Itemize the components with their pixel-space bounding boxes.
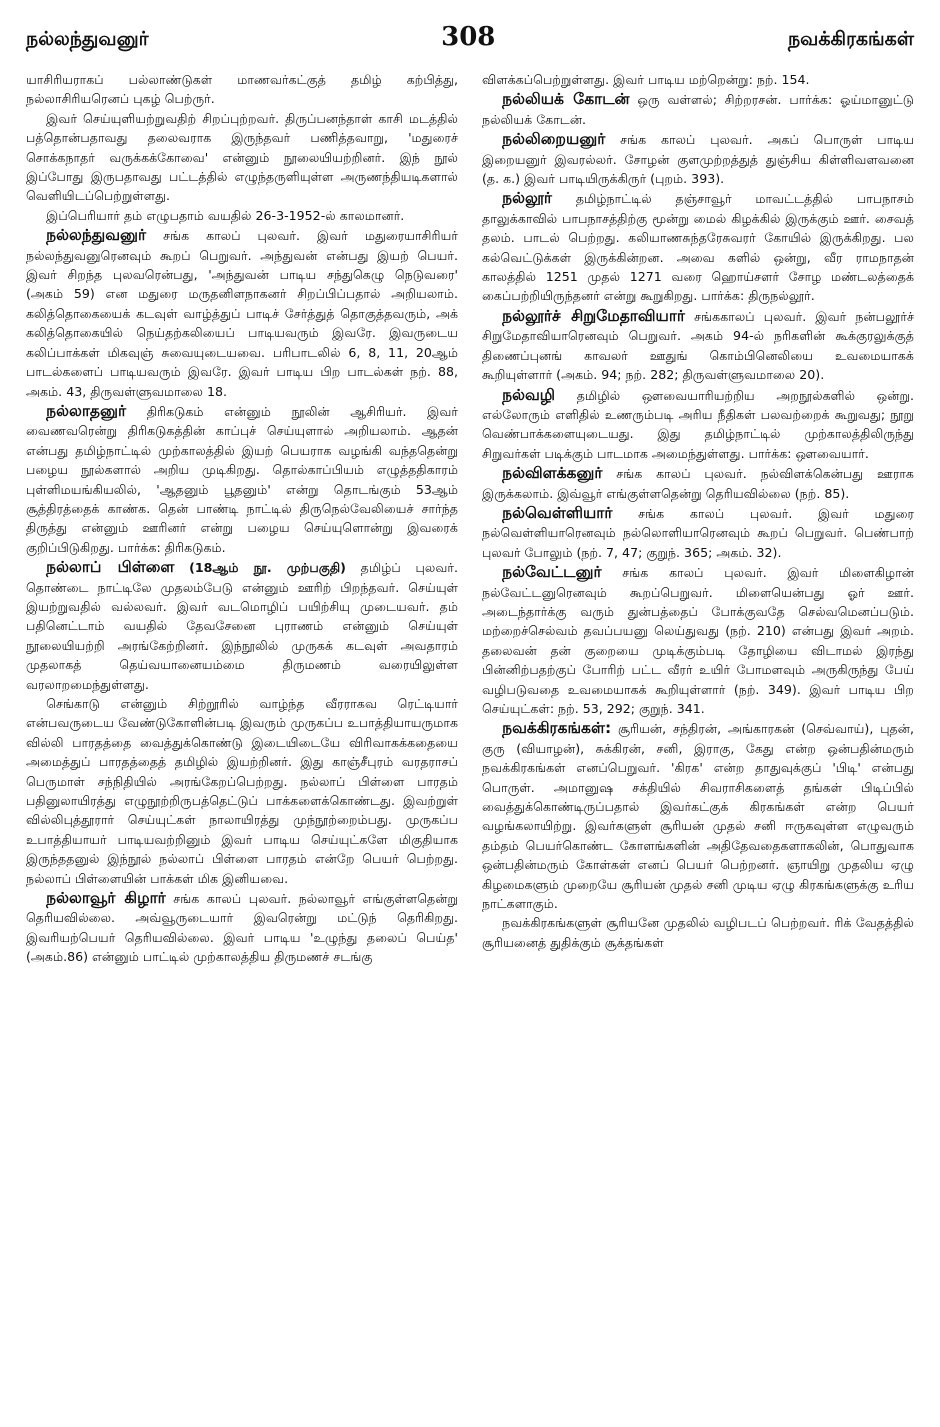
entry-paragraph: [482, 464, 914, 503]
entry-text: சங்க காலப் புலவர். இவர் மதுரை நல்வெள்ளியாரெனவும் நல்லொளியாரெனவும் கூறப் பெறுவர். பெண்பாற் புலவர் போலும் (நற். 7, 47; குறுந். 365; அகம். 32).: [482, 505, 914, 560]
entry-paragraph: [482, 130, 914, 188]
entry-text: இப்பெரியார் தம் எழுபதாம் வயதில் 26-3-1952-ல் காலமானர்.: [46, 207, 405, 223]
entry-text: சங்க காலப் புலவர். இவர் மதுரையாசிரியர் நல்லந்துவனுரெனவும் கூறப் பெறுவர். அந்துவன் என்பது இயற் பெயர். இவர் சிறந்த புலவரென்பது, 'அந்துவன் பாடிய சந்துகெழு நெடுவரை' (அகம் 59) என மதுரை மருதனிளநாகனர் சிறப்பிப்பதால் அறியலாம். கலித்தொகையைக் கடவுள் வாழ்த்துப் பாடிச் சேர்த்துத் தொகுத்தவரும், அக் கலித்தொகையில் நெய்தற்கலியைப் பாடியவரும் இவரே. இவருடைய கலிப்பாக்கள் மிகவுஞ் சுவையுடையவை. பரிபாடலில் 6, 8, 11, 20ஆம் பாடல்களைப் பாடியவரும் இவரே. இவர் பாடிய பிற பாடல்கள் நற். 88, அகம். 43, திருவள்ளுவமாலை 18.: [26, 228, 458, 399]
entry-paragraph: [482, 307, 914, 385]
entry-paragraph: [26, 694, 458, 888]
entry-headword: நல்லூர்: [502, 189, 553, 208]
continued-text: [26, 70, 458, 225]
dictionary-entry: [482, 307, 914, 385]
entry-text: சங்க காலப் புலவர். நல்விளக்கென்பது ஊராக இருக்கலாம். இவ்வூர் எங்குள்ளதென்று தெரியவில்லை (நற். 85).: [482, 466, 914, 501]
entry-headword: நவக்கிரகங்கள்:: [502, 719, 612, 738]
entry-headword: நல்வழி: [502, 385, 556, 404]
dictionary-entry: [26, 402, 458, 557]
dictionary-entry: [482, 90, 914, 129]
text-columns: [26, 70, 914, 1420]
entry-paragraph: [482, 913, 914, 952]
entry-text: யாசிரியராகப் பல்லாண்டுகள் மாணவர்கட்குத் தமிழ் கற்பித்து, நல்லாசிரியரெனப் புகழ் பெற்ருர்.: [26, 72, 458, 107]
left-column: [26, 70, 458, 1420]
entry-paragraph: [26, 558, 458, 694]
entry-paragraph: [26, 402, 458, 557]
entry-text: தமிழ்ப் புலவர். தொண்டை நாட்டிலே முதலம்பேடு என்னும் ஊரிற் பிறந்தவர். செய்யுள் இயற்றுவதில் வல்லவர். இவர் வடமொழிப் பயிற்சியு முடையவர். தம் பதினெட்டாம் வயதில் தேவசேனை புராணம் என்னும் செய்யுள் நூலையியற்றி அரங்கேற்றினர். இந்நூலில் முருகக் கடவுள் அவதாரம் முதலாகத் தெய்வயானையம்மை திருமணம் வரையிலுள்ள வரலாறமைந்துள்ளது.: [26, 560, 458, 692]
entry-paragraph: [482, 504, 914, 562]
header-left-headword: நல்லந்துவனுர்: [26, 28, 149, 50]
entry-headword: நல்விளக்கனுர்: [502, 464, 603, 483]
entry-headword: நல்லந்துவனுர்: [46, 226, 147, 245]
entry-paragraph: [26, 109, 458, 206]
entry-headword: நல்லாவூர் கிழார்: [46, 889, 166, 908]
entry-headword: நல்வேட்டனுர்: [502, 563, 602, 582]
entry-paragraph: [482, 563, 914, 718]
entry-text: சங்க காலப் புலவர். இவர் மிளைகிழான் நல்வேட்டனுரெனவும் கூறப்பெறுவர். மிளையென்பது ஓர் ஊர். அடைந்தார்க்கு வரும் துன்பத்தைப் போக்குவதே செல்வமெனப்படும். மற்றைச்செல்வம் தவப்பயனு லெய்துவது (நற். 210) என்பது இவர் அறம். தலைவன் தன் குறையை முடிக்கும்படி தோழியை விடாமல் இரந்து பின்னிற்பதற்குப் போரிற் பட்ட வீரர் உயிர் போமளவும் அருகிருந்து பேய் வழிபடுவதை உவமையாகக் கூறியுள்ளார் (நற். 349). இவர் பாடிய பிற செய்யுட்கள்: நற். 53, 292; குறுந். 341.: [482, 565, 914, 716]
entry-paragraph: [26, 206, 458, 225]
dictionary-entry: [482, 563, 914, 718]
entry-headword: நல்லாப் பிள்ளை: [46, 558, 175, 577]
dictionary-entry: [26, 226, 458, 401]
dictionary-entry: [482, 719, 914, 952]
entry-text: சங்க காலப் புலவர். அகப் பொருள் பாடிய இறையனுர் இவரல்லர். சோழன் குளமுற்றத்துத் துஞ்சிய கிள்ளிவளவனை (த. க.) இவர் பாடியிருக்கிருர் (புறம். 393).: [482, 132, 914, 187]
entry-paragraph: [482, 719, 914, 913]
continued-text: [482, 70, 914, 89]
entry-paragraph: [482, 189, 914, 305]
entry-headword: நல்வெள்ளியார்: [502, 503, 613, 522]
entry-paragraph: [26, 70, 458, 109]
entry-text: தமிழில் ஔவையாரியற்றிய அறநூல்களில் ஒன்று. எல்லோரும் எளிதில் உணரும்படி அரிய நீதிகள் பலவற்றைக் கூறுவது; நூறு வெண்பாக்களையுடையது. இது தமிழ்நாட்டில் முற்காலத்திலிருந்து சிறுவர்கள் படிக்கும் பாடமாக அமைந்துள்ளது. பார்க்க: ஔவையார்.: [482, 387, 914, 461]
entry-text: ஒரு வள்ளல்; சிற்றரசன். பார்க்க: ஓய்மானுட்டு நல்லியக் கோடன்.: [482, 92, 914, 127]
entry-text: திரிகடுகம் என்னும் நூலின் ஆசிரியர். இவர் வைணவரென்று திரிகடுகத்தின் காப்புச் செய்யுளால் அறியலாம். ஆதன் என்பது தமிழ்நாட்டில் முற்காலத்தில் இயற் பெயராக வழங்கி வந்ததென்று பழைய நூல்களால் அறிய முடிகிறது. தொல்காப்பியம் எழுத்ததிகாரம் புள்ளிமயங்கியலில், 'ஆதனும் பூதனும்' என்று தொடங்கும் 53ஆம் சூத்திரத்தைக் காண்க. தென் பாண்டி நாட்டில் திருநெல்வேலியைச் சார்ந்த திருத்து என்னும் ஊரினர் என்று பழைய செய்யுளொன்று இவரைக் குறிப்பிடுகிறது. பார்க்க: திரிகடுகம்.: [26, 403, 458, 555]
dictionary-entry: [482, 504, 914, 562]
entry-headword: நல்லூர்ச் சிறுமேதாவியார்: [502, 306, 686, 325]
dictionary-entry: [482, 464, 914, 503]
entry-headword: நல்லியக் கோடன்: [502, 90, 630, 109]
entry-text: இவர் செய்யுளியற்றுவதிற் சிறப்புற்றவர். திருப்பனந்தாள் காசி மடத்தில் பத்தொன்பதாவது தலைவராக இருந்தவர் பணித்தவாறு, 'மதுரைச் சொக்கநாதர் வருக்கக்கோவை' என்னும் நூலையியற்றினர். இந் நூல் இப்போது இருபதாவது பட்டத்தில் எழுந்தருளியுள்ள அருணந்தியடிகளால் வெளியிடப்பெற்றுள்ளது.: [26, 110, 458, 204]
entry-paragraph: [26, 889, 458, 967]
dictionary-entry: [26, 889, 458, 967]
right-column: [482, 70, 914, 1420]
running-header: [26, 22, 914, 70]
entry-text: விளக்கப்பெற்றுள்ளது. இவர் பாடிய மற்றென்று: நற். 154.: [482, 72, 810, 87]
entry-headword: நல்லாதனுர்: [46, 401, 127, 420]
entry-text: நவக்கிரகங்களுள் சூரியனே முதலில் வழிபடப் பெற்றவர். ரிக் வேதத்தில் சூரியனைத் துதிக்கும் சூக்தங்கள்: [482, 915, 914, 950]
entry-paragraph: [482, 90, 914, 129]
dictionary-entry: [482, 189, 914, 305]
entry-paragraph: [482, 70, 914, 89]
entry-paragraph: [26, 226, 458, 401]
entry-paragraph: [482, 386, 914, 464]
entry-headword: நல்லிறையனுர்: [502, 130, 606, 149]
entry-text: சங்ககாலப் புலவர். இவர் நன்பலூர்ச் சிறுமேதாவியாரெனவும் பெறுவர். அகம் 94-ல் நரிகளின் கூக்குரலுக்குத் திணைப்புனங் காவலர் ஊதுங் கொம்பினெலியை உவமையாகக் கூறியுள்ளார் (அகம். 94; நற். 282; திருவள்ளுவமாலை 20).: [482, 308, 914, 383]
page-number: 308: [441, 22, 496, 52]
header-right-headword: நவக்கிரகங்கள்: [787, 28, 914, 50]
dictionary-entry: [482, 386, 914, 464]
dictionary-entry: [26, 558, 458, 888]
entry-text: சூரியன், சந்திரன், அங்காரகன் (செவ்வாய்), புதன், குரு (வியாழன்), சுக்கிரன், சனி, இராகு, கேது என்ற ஒன்பதின்மரும் நவக்கிரகங்கள் எனப்பெறுவர். 'கிரக' என்ற தாதுவுக்குப் 'பிடி' என்பது பொருள். அமானுஷ சக்தியில் சிவராசிகளைத் தங்கள் பிடிப்பில் வைத்துக்கொண்டிருப்பதால் இவர்கட்குக் கிரகங்கள் என்ற பெயர் வழங்கலாயிற்று. இவர்களுள் சூரியன் முதல் சனி ஈருகவுள்ள எழுவரும் தம்தம் பெயர்கொண்ட கோளங்களின் அதிதேவதைகளாகலின், பொதுவாக ஒன்பதின்மரும் கோள்கள் எனப் பெயர் பெற்றனர். ஞாயிறு முதலிய ஏழு கிழமைகளும் முறையே சூரியன் முதல் சனி முடிய ஏழு கிரகங்களுக்கு உரிய நாட்களாகும்.: [482, 721, 914, 912]
entry-text: செங்காடு என்னும் சிற்றூரில் வாழ்ந்த வீரராகவ ரெட்டியார் என்பவருடைய வேண்டுகோளின்படி இவரும் முருகப்ப உபாத்தியாயருமாக வில்லி பாரதத்தை வைத்துக்கொண்டு இடையிடையே விரிவாகக்கதையை அமைத்துப் பாரதத்தைத் தமிழில் இயற்றினர். இது காஞ்சீபுரம் வரதராசப் பெருமாள் சந்நிதியில் அரங்கேறப்பெற்றது. நல்லாப் பிள்ளை பாரதம் பதினுலாயிரத்து எழுநூற்றிருபத்தெட்டுப் பாக்களைக்கொண்டது. இவற்றுள் வில்லிபுத்தூரார் செய்யுட்கள் நாலாயிரத்து முந்நூற்றைம்பது. முருகப்ப உபாத்தியாயர் பாடியவற்றினும் இவர் பாடிய செய்யுட்களே மிகுதியாக இருந்ததனுல் இந்நூல் நல்லாப் பிள்ளை பாரதம் என்றே பெயர் பெற்றது. நல்லாப் பிள்ளையின் பாக்கள் மிக இனியவை.: [26, 696, 458, 886]
entry-text: தமிழ்நாட்டில் தஞ்சாவூர் மாவட்டத்தில் பாபநாசம் தாலுக்காவில் பாபநாசத்திற்கு மூன்று மைல் கிழக்கில் இருக்கும் ஊர். சைவத் தலம். பாடல் பெற்றது. கலியாணசுந்தரேசுவரர் கோயில் இருக்கிறது. பல கல்வெட்டுக்கள் இருக்கின்றன. அவை களில் ஒன்று, வீர ராமநாதன் காலத்தில் 1251 முதல் 1271 வரை ஹொய்சளர் சோழ மண்டலத்தைக் கைப்பற்றியிருந்தனர் என்று கூறுகிறது. பார்க்க: திருநல்லூர்.: [482, 191, 914, 304]
entry-text: சங்க காலப் புலவர். நல்லாவூர் எங்குள்ளதென்று தெரியவில்லை. அவ்வூருடையார் இவரென்று மட்டுந் தெரிகிறது. இவரியற்பெயர் தெரியவில்லை. இவர் பாடிய 'உழுந்து தலைப் பெய்த' (அகம்.86) என்னும் பாட்டில் முற்காலத்திய திருமணச் சடங்கு: [26, 891, 458, 965]
dictionary-entry: [482, 130, 914, 188]
entry-headword-note: (18ஆம் நூ. முற்பகுதி): [189, 560, 346, 576]
